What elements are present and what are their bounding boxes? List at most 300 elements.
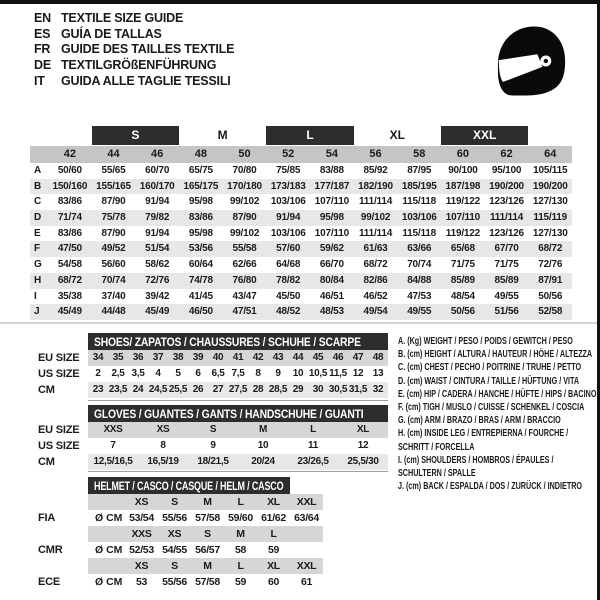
size-value: 123/126 (489, 196, 524, 208)
size-value: 75/78 (101, 212, 126, 224)
gloves-row-label: EU SIZE (38, 424, 80, 436)
size-value: 68/72 (57, 274, 82, 286)
size-row-label: B (34, 180, 42, 192)
helmet-sizes (88, 526, 323, 542)
size-row-i (30, 289, 572, 305)
gloves-cell: 11 (308, 440, 318, 451)
helmet-unit-spacer (88, 494, 125, 510)
helmet-unit-label: Ø CM (95, 576, 123, 588)
size-value: 49/52 (101, 243, 126, 255)
size-value: 46/51 (319, 290, 344, 302)
gloves-table (30, 405, 392, 470)
size-value: 187/198 (445, 180, 481, 192)
shoes-cell: 24 (132, 384, 144, 395)
size-value: 95/98 (319, 212, 344, 224)
size-col-header: 48 (194, 148, 207, 160)
helmet-value: 63/64 (294, 512, 319, 524)
size-value: 45/49 (145, 306, 170, 318)
size-value: 82/86 (363, 274, 388, 286)
helmet-size-header: S (204, 528, 211, 540)
helmet-size-header: XL (267, 560, 280, 572)
size-value: 91/94 (276, 212, 301, 224)
shoes-cell: 44 (292, 352, 304, 363)
size-col-header: 62 (500, 148, 513, 160)
helmet-sizes-row (30, 494, 392, 510)
size-value: 95/98 (188, 227, 213, 239)
helmet-size-header: S (171, 560, 178, 572)
shoes-cell: 13 (372, 368, 384, 379)
size-group-xl: XL (389, 128, 405, 142)
shoes-cell: 40 (212, 352, 224, 363)
size-value: 44/48 (101, 306, 126, 318)
size-value: 60/64 (188, 259, 213, 271)
size-value: 91/94 (145, 227, 170, 239)
helmet-table (30, 477, 392, 590)
size-value: 46/52 (363, 290, 388, 302)
helmet-standard-label: ECE (38, 576, 61, 588)
shoes-row-values (88, 366, 388, 382)
size-value: 47/51 (232, 306, 257, 318)
helmet-value: 53/54 (129, 512, 154, 524)
helmet-standard-label: FIA (38, 512, 56, 524)
legend-line: B. (cm) HEIGHT / ALTURA / HAUTEUR / HÖHE / ALTEZZA (398, 349, 593, 361)
legend-line: F. (cm) TIGH / MUSLO / CUISSE / SCHENKEL / COSCIA (398, 402, 585, 414)
size-value: 41/45 (188, 290, 213, 302)
helmet-value: 57/58 (195, 512, 220, 524)
gloves-cell: S (209, 424, 217, 435)
size-value: 66/70 (319, 259, 344, 271)
size-group-m: M (217, 128, 228, 142)
shoes-cell: 27 (212, 384, 224, 395)
language-name: TEXTILE SIZE GUIDE (61, 11, 184, 25)
shoes-cell: 7,5 (231, 368, 245, 379)
gloves-header-bar (88, 405, 388, 422)
top-border (0, 0, 600, 4)
size-value: 55/65 (101, 165, 126, 176)
section-divider (0, 322, 597, 324)
size-value: 50/56 (450, 306, 475, 318)
size-value: 83/86 (57, 227, 82, 239)
size-row-label: C (34, 196, 42, 208)
helmet-value: 58 (234, 544, 247, 556)
size-col-header: 44 (107, 148, 120, 160)
gloves-row-values (88, 454, 388, 470)
helmet-standard-label: CMR (38, 544, 63, 556)
language-code: DE (34, 58, 51, 73)
shoes-row (30, 350, 392, 366)
gloves-cell: XXS (103, 424, 123, 435)
language-name: GUIDA ALLE TAGLIE TESSILI (61, 73, 231, 88)
shoes-cell: 35 (112, 352, 124, 363)
size-value: 49/55 (407, 306, 432, 318)
shoes-rows (30, 350, 392, 398)
gloves-row-values (88, 422, 388, 438)
shoes-cell: 10 (292, 368, 304, 379)
size-row-label: G (34, 259, 42, 271)
helmet-sizes (88, 494, 323, 510)
size-value: 47/53 (407, 290, 432, 302)
size-value: 45/50 (276, 290, 301, 302)
helmet-size-header: M (203, 560, 212, 572)
shoes-separator (88, 400, 388, 401)
size-value: 90/100 (448, 165, 478, 176)
gloves-cell: 20/24 (251, 456, 275, 467)
language-name: TEXTILGRÖßENFÜHRUNG (61, 58, 217, 73)
size-row-label: H (34, 274, 42, 286)
shoes-cell: 41 (232, 352, 244, 363)
size-value: 48/53 (319, 306, 344, 318)
size-row-label: D (34, 212, 42, 224)
language-code: EN (34, 11, 51, 25)
shoes-cell: 27,5 (228, 384, 248, 395)
size-value: 85/89 (450, 274, 475, 286)
size-header-row (30, 146, 572, 163)
shoes-cell: 36 (132, 352, 144, 363)
shoes-row-label: CM (38, 384, 55, 396)
shoes-cell: 3,5 (131, 368, 145, 379)
legend-item (398, 414, 600, 427)
shoes-cell: 5 (175, 368, 181, 379)
size-value: 185/195 (401, 180, 437, 192)
helmet-value (290, 542, 323, 558)
shoes-row (30, 382, 392, 398)
shoes-cell: 32 (372, 384, 384, 395)
size-value: 99/102 (360, 212, 391, 224)
shoes-row-label: US SIZE (38, 368, 80, 380)
shoes-cell: 31,5 (348, 384, 368, 395)
legend-item (398, 388, 600, 401)
shoes-cell: 6 (195, 368, 201, 379)
helmet-value: 56/57 (195, 544, 220, 556)
shoes-row-values (88, 382, 388, 398)
size-col-header: 60 (456, 148, 469, 160)
language-name: GUÍA DE TALLAS (61, 26, 162, 41)
size-value: 50/60 (57, 165, 82, 176)
helmet-values (88, 542, 323, 558)
helmet-size-header: L (237, 560, 244, 572)
shoes-cell: 45 (312, 352, 324, 363)
helmet-size-header (290, 526, 323, 542)
shoes-cell: 11,5 (329, 368, 347, 379)
helmet-values-row (30, 510, 392, 526)
size-col-header: 58 (413, 148, 426, 160)
legend-item (398, 480, 600, 493)
size-value: 87/90 (101, 227, 126, 239)
shoes-cell: 23 (92, 384, 104, 395)
shoes-cell: 23,5 (108, 384, 128, 395)
size-value: 57/60 (276, 243, 301, 255)
helmet-unit-label: Ø CM (95, 544, 123, 556)
size-col-header: 56 (369, 148, 382, 160)
size-value: 107/110 (314, 196, 349, 208)
size-value: 54/58 (57, 259, 82, 271)
legend-line: J. (cm) BACK / ESPALDA / DOS / ZURÜCK / INDIETRO (398, 481, 583, 493)
shoes-cell: 46 (332, 352, 344, 363)
size-value: 87/91 (538, 274, 563, 286)
size-col-header: 42 (63, 148, 76, 160)
legend-line: SCHULTERN / SPALLE (398, 468, 476, 480)
size-value: 63/66 (407, 243, 432, 255)
size-value: 182/190 (358, 180, 393, 192)
shoes-cell: 47 (352, 352, 364, 363)
legend-line: SCHRITT / FORCELLA (398, 441, 475, 453)
size-value: 59/62 (319, 243, 344, 255)
legend-item (398, 375, 600, 388)
size-value: 99/102 (229, 227, 260, 239)
helmet-value: 55/56 (162, 576, 187, 588)
shoes-cell: 28,5 (268, 384, 288, 395)
shoes-cell: 30,5 (328, 384, 348, 395)
size-group-s: S (92, 126, 179, 145)
helmet-header-bar (88, 477, 290, 494)
gloves-cell: 8 (160, 440, 166, 451)
helmet-value: 59 (234, 576, 247, 588)
size-value: 85/89 (494, 274, 519, 286)
size-value: 105/115 (533, 165, 568, 176)
size-value: 119/122 (445, 196, 480, 208)
shoes-cell: 8 (255, 368, 261, 379)
size-value: 62/66 (232, 259, 257, 271)
size-col-header: 54 (325, 148, 338, 160)
measurement-legend (398, 335, 600, 493)
helmet-rows (30, 494, 392, 590)
size-row-label: A (34, 165, 42, 176)
helmet-value: 55/56 (162, 512, 187, 524)
gloves-cell: 9 (210, 440, 216, 451)
size-value: 39/42 (145, 290, 170, 302)
size-value: 123/126 (489, 227, 524, 239)
shoes-cell: 48 (372, 352, 384, 363)
legend-item (398, 454, 600, 480)
size-value: 35/38 (57, 290, 82, 302)
language-code: FR (34, 42, 51, 57)
legend-line: D. (cm) WAIST / CINTURA / TAILLE / HÜFTUNG / VITA (398, 375, 580, 387)
size-value: 111/114 (490, 212, 524, 224)
helmet-unit-spacer (88, 558, 125, 574)
helmet-sizes (88, 558, 323, 574)
gloves-title: GLOVES / GUANTES / GANTS / HANDSCHUHE / GUANTI (94, 409, 364, 421)
legend-line: H. (cm) INSIDE LEG / ENTREPIERNA / FOURCHE / (398, 428, 569, 440)
size-value: 65/75 (188, 165, 213, 176)
gloves-cell: XS (156, 424, 170, 435)
helmet-value: 57/58 (195, 576, 220, 588)
size-value: 72/76 (538, 259, 563, 271)
helmet-value: 61 (300, 576, 313, 588)
shoes-cell: 28 (252, 384, 264, 395)
gloves-cell: L (310, 424, 316, 435)
legend-line: A. (Kg) WEIGHT / PESO / POIDS / GEWITCH / PESO (398, 336, 573, 347)
shoes-cell: 24,5 (148, 384, 168, 395)
size-value: 160/170 (139, 180, 175, 192)
size-value: 56/60 (101, 259, 126, 271)
legend-line: C. (cm) CHEST / PECHO / POITRINE / TRUHE / PETTO (398, 362, 582, 374)
helmet-size-header: XS (134, 560, 149, 572)
size-value: 115/118 (402, 227, 437, 239)
size-value: 103/106 (401, 212, 437, 224)
size-row-label: J (34, 306, 40, 318)
gloves-cell: 7 (110, 440, 116, 451)
size-value: 53/56 (188, 243, 213, 255)
size-value: 79/82 (145, 212, 170, 224)
helmet-unit-spacer (88, 526, 125, 542)
size-value: 127/130 (532, 196, 568, 208)
size-value: 58/62 (145, 259, 170, 271)
size-value: 37/40 (101, 290, 126, 302)
shoes-cell: 2 (95, 368, 101, 379)
size-value: 60/70 (145, 165, 170, 176)
size-value: 71/75 (494, 259, 519, 271)
size-value: 165/175 (183, 180, 219, 192)
helmet-value: 59/60 (228, 512, 253, 524)
helmet-values (88, 574, 323, 590)
size-value: 76/80 (232, 274, 257, 286)
size-value: 87/90 (101, 196, 126, 208)
size-value: 64/68 (276, 259, 301, 271)
size-value: 50/56 (538, 290, 563, 302)
size-value: 190/200 (532, 180, 568, 192)
size-value: 87/90 (232, 212, 257, 224)
gloves-cell: M (258, 424, 268, 435)
language-row (34, 42, 234, 58)
helmet-size-header: XS (134, 496, 149, 508)
size-value: 155/165 (96, 180, 131, 192)
size-value: 47/50 (57, 243, 82, 255)
shoes-cell: 26 (192, 384, 204, 395)
shoes-cell: 29 (292, 384, 304, 395)
size-value: 111/114 (358, 227, 393, 239)
size-value: 91/94 (145, 196, 170, 208)
size-value: 84/88 (407, 274, 432, 286)
legend-line: E. (cm) HIP / CADERA / HANCHE / HÜFTE / HIPS / BACINO (398, 388, 597, 400)
size-value: 52/58 (538, 306, 563, 318)
size-row-f (30, 241, 572, 257)
gloves-row (30, 422, 392, 438)
gloves-cell: 25,5/30 (347, 456, 379, 467)
size-row-h (30, 273, 572, 289)
size-value: 48/54 (450, 290, 475, 302)
size-row-j (30, 304, 572, 320)
size-value: 103/106 (270, 227, 306, 239)
language-row (34, 58, 234, 74)
size-value: 87/95 (407, 165, 432, 176)
shoes-cell: 25,5 (168, 384, 188, 395)
size-value: 107/110 (445, 212, 480, 224)
size-value: 45/49 (57, 306, 82, 318)
helmet-size-header: S (171, 496, 178, 508)
size-value: 83/86 (188, 212, 213, 224)
helmet-size-header: XXL (296, 560, 317, 572)
size-row-label: I (34, 290, 37, 302)
gloves-cell: 10 (257, 440, 269, 451)
size-value: 190/200 (489, 180, 524, 192)
size-value: 71/74 (57, 212, 82, 224)
size-row-d (30, 210, 572, 226)
size-value: 127/130 (532, 227, 568, 239)
shoes-cell: 34 (92, 352, 104, 363)
shoes-header-bar (88, 333, 388, 350)
helmet-value: 54/55 (162, 544, 187, 556)
size-value: 115/118 (402, 196, 437, 208)
shoes-cell: 30 (312, 384, 324, 395)
language-row (34, 74, 234, 90)
size-value: 70/74 (101, 274, 126, 286)
size-value: 46/50 (188, 306, 213, 318)
shoes-cell: 4 (155, 368, 161, 379)
shoes-cell: 38 (172, 352, 184, 363)
helmet-value: 59 (267, 544, 280, 556)
legend-item (398, 348, 600, 361)
shoes-cell: 42 (252, 352, 264, 363)
size-row-b (30, 179, 572, 195)
size-col-header: 50 (238, 148, 251, 160)
gloves-cell: 16,5/19 (147, 456, 179, 467)
size-value: 173/183 (270, 180, 306, 192)
shoes-row-values (88, 350, 388, 366)
size-value: 70/80 (232, 165, 257, 176)
shoes-cell: 9 (275, 368, 281, 379)
shoes-cell: 2,5 (111, 368, 125, 379)
language-row (34, 27, 234, 43)
size-value: 70/74 (407, 259, 432, 271)
legend-item (398, 335, 600, 348)
gloves-cell: 18/21,5 (197, 456, 229, 467)
size-value: 51/56 (494, 306, 519, 318)
size-table-body (30, 163, 572, 320)
size-value: 71/75 (450, 259, 475, 271)
size-value: 49/54 (363, 306, 388, 318)
size-row-c (30, 194, 572, 210)
gloves-cell: XL (356, 424, 370, 435)
size-row-g (30, 257, 572, 273)
helmet-size-header: L (270, 528, 277, 540)
helmet-icon (487, 16, 571, 106)
textile-size-table (30, 126, 572, 320)
shoes-title: SHOES/ ZAPATOS / CHAUSSURES / SCHUHE / SCARPE (94, 337, 361, 349)
size-value: 83/86 (57, 196, 82, 208)
helmet-size-header: L (237, 496, 244, 508)
size-value: 43/47 (232, 290, 257, 302)
size-col-header: 52 (282, 148, 295, 160)
shoes-cell: 10,5 (308, 368, 328, 379)
size-group-l: L (266, 126, 353, 145)
size-value: 99/102 (229, 196, 260, 208)
size-col-header: 64 (544, 148, 557, 160)
size-value: 68/72 (538, 243, 563, 255)
gloves-row-label: US SIZE (38, 440, 80, 452)
helmet-size-header: XS (167, 528, 182, 540)
size-value: 115/119 (533, 212, 568, 224)
language-code: ES (34, 26, 51, 41)
gloves-cell: 23/26,5 (297, 456, 329, 467)
size-corner-cell (30, 146, 48, 163)
legend-line: G. (cm) ARM / BRAZO / BRAS / ARM / BRACCIO (398, 415, 561, 427)
shoes-cell: 39 (192, 352, 204, 363)
size-row-label: E (34, 227, 41, 239)
size-value: 170/180 (227, 180, 262, 192)
helmet-size-header: M (203, 496, 212, 508)
language-code: IT (34, 73, 45, 88)
helmet-value: 60 (267, 576, 280, 588)
shoes-row (30, 366, 392, 382)
helmet-values-row (30, 542, 392, 558)
gloves-row-values (88, 438, 388, 454)
size-row-label: F (34, 243, 40, 255)
size-value: 55/58 (232, 243, 257, 255)
size-value: 78/82 (276, 274, 301, 286)
size-value: 111/114 (358, 196, 393, 208)
size-value: 103/106 (270, 196, 306, 208)
size-value: 67/70 (494, 243, 519, 255)
